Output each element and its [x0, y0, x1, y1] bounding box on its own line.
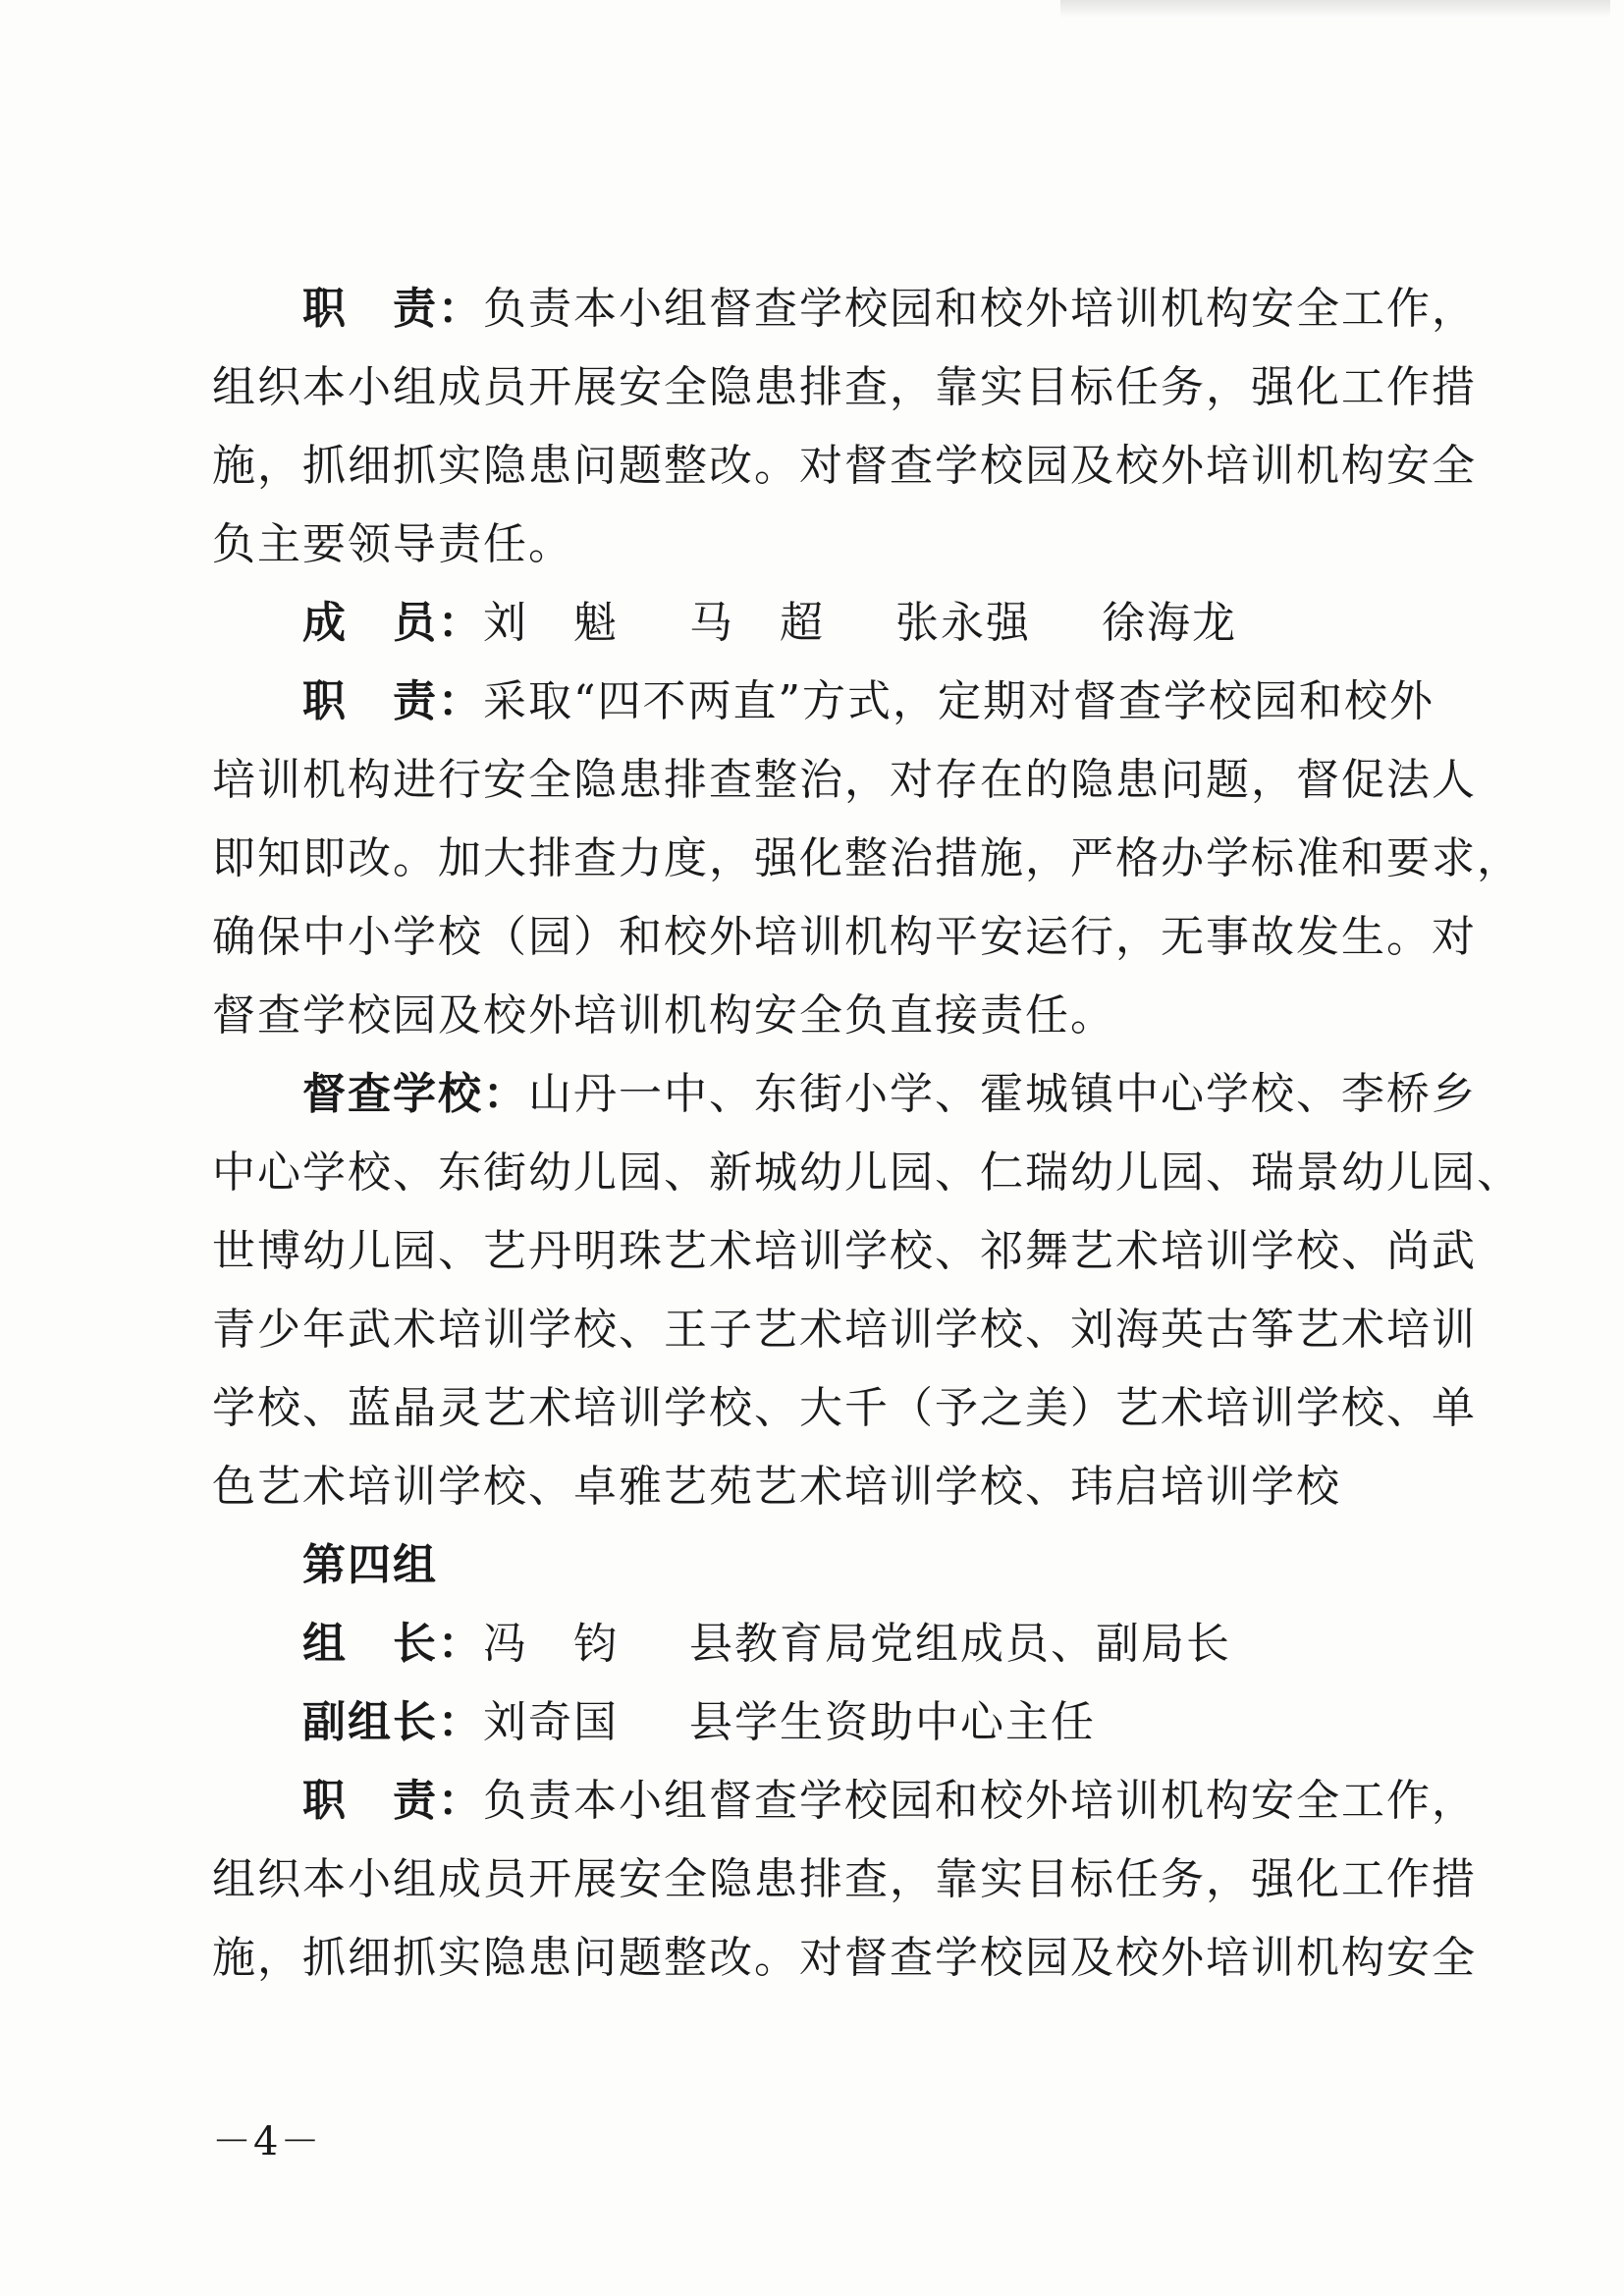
schools-line-5: 学校、蓝晶灵艺术培训学校、大千（予之美）艺术培训学校、单: [212, 1383, 1477, 1433]
duty-paragraph-1-line-1: 职 责：负责本小组督查学校园和校外培训机构安全工作，: [302, 284, 1477, 334]
members-line: [212, 584, 1439, 663]
members-label: 成 员：: [302, 598, 483, 648]
page-number: －4－: [212, 2119, 322, 2164]
schools-line-2: 中心学校、东街幼儿园、新城幼儿园、仁瑞幼儿园、瑞景幼儿园、: [212, 1148, 1522, 1198]
document-body: [212, 270, 1522, 1998]
duty-label: 职 责：: [302, 676, 483, 726]
duty-paragraph-2-line-2: 培训机构进行安全隐患排查整治，对存在的隐患问题，督促法人: [212, 755, 1477, 805]
member-name: 刘 魁: [483, 598, 619, 648]
member-name: 张永强: [895, 598, 1031, 648]
scan-edge-shadow: [1060, 0, 1610, 18]
schools-line-3: 世博幼儿园、艺丹明珠艺术培训学校、祁舞艺术培训学校、尚武: [212, 1226, 1477, 1276]
member-name: 马 超: [689, 598, 825, 648]
leader-line: [212, 1605, 1439, 1683]
duty-label: 职 责：: [302, 1776, 483, 1826]
schools-line-1: 督查学校：山丹一中、东街小学、霍城镇中心学校、李桥乡: [302, 1069, 1477, 1119]
deputy-label: 副组长：: [302, 1697, 483, 1747]
member-name: 徐海龙: [1102, 598, 1237, 648]
leader-name: 冯 钧: [483, 1619, 619, 1669]
duty-paragraph-2-line-5: 督查学校园及校外培训机构安全负直接责任。: [212, 990, 1115, 1041]
duty-paragraph-2-line-4: 确保中小学校（园）和校外培训机构平安运行，无事故发生。对: [212, 912, 1477, 962]
schools-label: 督查学校：: [302, 1069, 528, 1119]
duty-paragraph-1-line-2: 组织本小组成员开展安全隐患排查，靠实目标任务，强化工作措: [212, 362, 1477, 412]
schools-line-4: 青少年武术培训学校、王子艺术培训学校、刘海英古筝艺术培训: [212, 1305, 1477, 1355]
deputy-name: 刘奇国: [483, 1697, 619, 1747]
schools-line-6: 色艺术培训学校、卓雅艺苑艺术培训学校、玮启培训学校: [212, 1462, 1341, 1512]
duty-paragraph-3-line-3: 施，抓细抓实隐患问题整改。对督查学校园及校外培训机构安全: [212, 1933, 1477, 1983]
duty-paragraph-1-line-4: 负主要领导责任。: [212, 519, 573, 569]
deputy-title: 县学生资助中心主任: [689, 1697, 1096, 1747]
duty-paragraph-3-line-1: 职 责：负责本小组督查学校园和校外培训机构安全工作，: [302, 1776, 1477, 1826]
deputy-line: [212, 1683, 1439, 1762]
leader-title: 县教育局党组成员、副局长: [689, 1619, 1231, 1669]
duty-paragraph-2-line-3: 即知即改。加大排查力度，强化整治措施，严格办学标准和要求，: [212, 833, 1522, 883]
duty-paragraph-3-line-2: 组织本小组成员开展安全隐患排查，靠实目标任务，强化工作措: [212, 1854, 1477, 1904]
duty-paragraph-1-line-3: 施，抓细抓实隐患问题整改。对督查学校园及校外培训机构安全: [212, 441, 1477, 491]
duty-label: 职 责：: [302, 284, 483, 334]
group-heading: 第四组: [302, 1540, 438, 1590]
duty-paragraph-2-line-1: 职 责：采取“四不两直”方式，定期对督查学校园和校外: [302, 676, 1435, 726]
leader-label: 组 长：: [302, 1619, 483, 1669]
